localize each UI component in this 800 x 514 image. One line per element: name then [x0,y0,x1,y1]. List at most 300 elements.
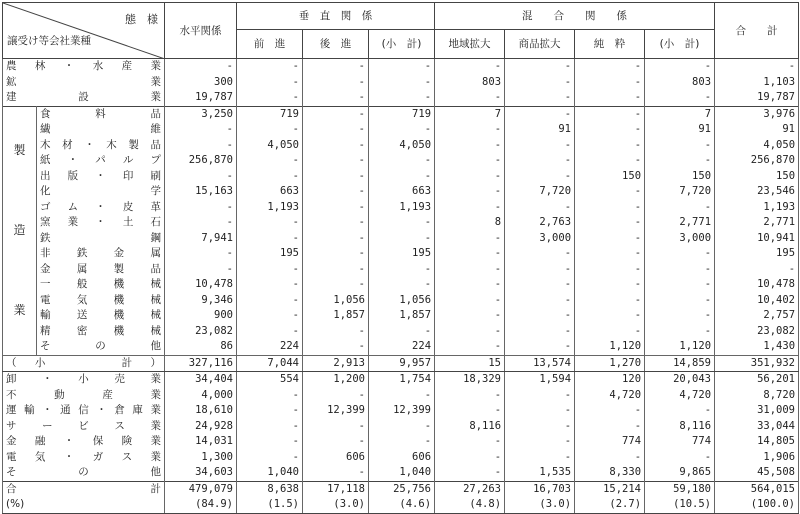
value-cell: - [303,339,369,355]
value-cell: - [505,75,575,91]
value-cell: 56,201 [715,372,799,388]
value-cell: 20,043 [645,372,715,388]
ma-statistics-table [2,2,799,514]
table-row [3,293,799,309]
total-row [3,481,799,497]
value-cell: (10.5) [645,497,715,513]
value-cell: - [575,450,645,466]
value-cell: - [505,434,575,450]
value-cell: 2,771 [645,215,715,231]
value-cell: 15,214 [575,481,645,497]
value-cell: - [645,262,715,278]
value-cell: - [369,262,435,278]
row-label: 鉄鋼 [37,231,165,247]
row-label: 卸・小売業 [3,372,165,388]
value-cell: - [575,59,645,75]
value-cell: 1,857 [369,308,435,324]
value-cell: 1,430 [715,339,799,355]
value-cell: 195 [715,246,799,262]
value-cell: 1,103 [715,75,799,91]
value-cell: - [505,246,575,262]
value-cell: - [369,388,435,404]
value-cell: (3.0) [303,497,369,513]
value-cell: - [237,215,303,231]
table-row [3,169,799,185]
value-cell: - [303,388,369,404]
value-cell: - [645,308,715,324]
value-cell: - [575,215,645,231]
value-cell: - [303,59,369,75]
value-cell: 14,031 [165,434,237,450]
table-row [3,388,799,404]
value-cell: 91 [715,122,799,138]
table-row [3,339,799,355]
value-cell: - [237,293,303,309]
value-cell: - [715,59,799,75]
value-cell: 2,763 [505,215,575,231]
value-cell: 1,120 [645,339,715,355]
value-cell: 1,754 [369,372,435,388]
value-cell: - [303,419,369,435]
value-cell: - [645,153,715,169]
value-cell: 3,250 [165,106,237,122]
row-label: 電気機械 [37,293,165,309]
value-cell: 1,040 [237,465,303,481]
value-cell: 1,270 [575,355,645,372]
value-cell: 1,193 [369,200,435,216]
value-cell: 34,404 [165,372,237,388]
value-cell: - [165,200,237,216]
value-cell: 23,082 [165,324,237,340]
value-cell: - [575,106,645,122]
value-cell: - [237,308,303,324]
value-cell: - [505,59,575,75]
table-row [3,184,799,200]
table-row [3,246,799,262]
row-label: 合計 [3,481,165,497]
value-cell: - [435,308,505,324]
value-cell: - [435,465,505,481]
table-row [3,75,799,91]
table-body [3,59,799,514]
table-row [3,372,799,388]
value-cell: - [435,246,505,262]
table-row [3,403,799,419]
value-cell: 1,200 [303,372,369,388]
value-cell: (100.0) [715,497,799,513]
value-cell: - [575,293,645,309]
table-row [3,106,799,122]
value-cell: - [435,231,505,247]
value-cell: - [575,277,645,293]
value-cell: 4,050 [369,138,435,154]
value-cell: 9,346 [165,293,237,309]
header-mixed-subtotal: (小 計) [645,30,715,59]
row-label: 化学 [37,184,165,200]
table-row [3,122,799,138]
row-label: （小 計） [3,355,165,372]
value-cell: 150 [645,169,715,185]
value-cell: - [303,75,369,91]
row-label: 紙・パルプ [37,153,165,169]
value-cell: 86 [165,339,237,355]
table-row [3,465,799,481]
value-cell: 195 [237,246,303,262]
value-cell: 8,720 [715,388,799,404]
value-cell: 10,402 [715,293,799,309]
value-cell: 224 [237,339,303,355]
table-row [3,419,799,435]
value-cell: - [303,200,369,216]
group-char: 造 [13,222,26,237]
value-cell: - [303,106,369,122]
value-cell: 1,040 [369,465,435,481]
row-label: 農林・水産業 [3,59,165,75]
value-cell: - [575,75,645,91]
value-cell: 1,193 [237,200,303,216]
value-cell: 15 [435,355,505,372]
row-label: その他 [3,465,165,481]
value-cell: - [303,277,369,293]
value-cell: - [303,465,369,481]
value-cell: - [435,293,505,309]
value-cell: 31,009 [715,403,799,419]
value-cell: 4,720 [645,388,715,404]
row-label: 木材・木製品 [37,138,165,154]
value-cell: - [505,262,575,278]
value-cell: - [237,153,303,169]
value-cell: - [435,122,505,138]
value-cell: - [715,262,799,278]
row-label: 窯業・土石 [37,215,165,231]
value-cell: - [435,59,505,75]
value-cell: - [435,262,505,278]
group-char: 業 [13,302,26,317]
value-cell: - [165,215,237,231]
value-cell: 1,300 [165,450,237,466]
header-product: 商品拡大 [505,30,575,59]
header-forward: 前 進 [237,30,303,59]
value-cell: 7,941 [165,231,237,247]
value-cell: - [303,122,369,138]
value-cell: 900 [165,308,237,324]
row-label: 運輸・通信・倉庫業 [3,403,165,419]
header-mixed: 混 合 関 係 [435,3,715,30]
value-cell: 17,118 [303,481,369,497]
value-cell: 27,263 [435,481,505,497]
value-cell: - [369,434,435,450]
value-cell: - [575,122,645,138]
table-row [3,138,799,154]
value-cell: - [435,200,505,216]
row-label: 食料品 [37,106,165,122]
value-cell: 18,610 [165,403,237,419]
value-cell: - [303,262,369,278]
value-cell: - [369,231,435,247]
value-cell: - [575,153,645,169]
value-cell: 606 [369,450,435,466]
value-cell: - [435,339,505,355]
table-row [3,308,799,324]
value-cell: 2,771 [715,215,799,231]
value-cell: - [165,169,237,185]
value-cell: - [237,169,303,185]
value-cell: 564,015 [715,481,799,497]
manufacturing-group-label [3,106,37,355]
value-cell: 150 [715,169,799,185]
value-cell: 4,050 [237,138,303,154]
value-cell: - [505,293,575,309]
value-cell: - [435,184,505,200]
row-label: 非鉄金属 [37,246,165,262]
row-label: 精密機械 [37,324,165,340]
value-cell: (1.5) [237,497,303,513]
value-cell: - [435,153,505,169]
value-cell: - [303,153,369,169]
value-cell: - [505,138,575,154]
row-label: 不動産業 [3,388,165,404]
value-cell: - [303,90,369,106]
value-cell: - [369,277,435,293]
row-label: ゴム・皮革 [37,200,165,216]
value-cell: - [505,153,575,169]
value-cell: (4.6) [369,497,435,513]
value-cell: - [575,308,645,324]
value-cell: (3.0) [505,497,575,513]
value-cell: 23,546 [715,184,799,200]
value-cell: 13,574 [505,355,575,372]
value-cell: 3,000 [505,231,575,247]
table-row [3,215,799,231]
value-cell: - [369,324,435,340]
value-cell: 8 [435,215,505,231]
value-cell: 8,116 [435,419,505,435]
value-cell: - [369,153,435,169]
value-cell: - [645,324,715,340]
value-cell: 2,913 [303,355,369,372]
value-cell: - [645,200,715,216]
row-label: 輸送機械 [37,308,165,324]
header-total: 合 計 [715,3,799,59]
value-cell: 18,329 [435,372,505,388]
value-cell: - [237,59,303,75]
value-cell: - [505,90,575,106]
value-cell: - [303,215,369,231]
row-label: 繊維 [37,122,165,138]
value-cell: - [575,246,645,262]
value-cell: - [165,262,237,278]
value-cell: 1,857 [303,308,369,324]
value-cell: 23,082 [715,324,799,340]
value-cell: - [237,450,303,466]
value-cell: 803 [435,75,505,91]
value-cell: 7,044 [237,355,303,372]
value-cell: 8,638 [237,481,303,497]
table-row [3,277,799,293]
value-cell: - [575,231,645,247]
value-cell: 14,805 [715,434,799,450]
table-row [3,59,799,75]
value-cell: 91 [505,122,575,138]
value-cell: - [435,277,505,293]
value-cell: 719 [369,106,435,122]
value-cell: - [303,324,369,340]
value-cell: 14,859 [645,355,715,372]
value-cell: - [505,419,575,435]
value-cell: - [237,75,303,91]
header-vertical: 垂 直 関 係 [237,3,435,30]
value-cell: 12,399 [369,403,435,419]
value-cell: 1,535 [505,465,575,481]
value-cell: 256,870 [715,153,799,169]
value-cell: 224 [369,339,435,355]
value-cell: - [237,90,303,106]
value-cell: 7 [645,106,715,122]
value-cell: - [505,324,575,340]
value-cell: 150 [575,169,645,185]
value-cell: - [369,59,435,75]
value-cell: 195 [369,246,435,262]
value-cell: - [505,403,575,419]
value-cell: - [237,419,303,435]
value-cell: - [575,90,645,106]
value-cell: 12,399 [303,403,369,419]
value-cell: - [645,403,715,419]
value-cell: - [303,231,369,247]
value-cell: 19,787 [715,90,799,106]
value-cell: - [237,434,303,450]
row-label: 建設業 [3,90,165,106]
value-cell: 45,508 [715,465,799,481]
value-cell: 351,932 [715,355,799,372]
table-row [3,324,799,340]
value-cell: 2,757 [715,308,799,324]
value-cell: - [645,138,715,154]
value-cell: - [505,106,575,122]
value-cell: 1,120 [575,339,645,355]
table-row [3,200,799,216]
value-cell: - [303,138,369,154]
value-cell: 34,603 [165,465,237,481]
value-cell: - [435,434,505,450]
value-cell: 1,594 [505,372,575,388]
value-cell: 774 [645,434,715,450]
value-cell: - [165,138,237,154]
value-cell: 1,056 [369,293,435,309]
corner-bottom-label: 譲受け等会社業種 [7,35,91,47]
table-row [3,450,799,466]
value-cell: - [505,200,575,216]
value-cell: 10,478 [165,277,237,293]
value-cell: - [645,450,715,466]
value-cell: 7,720 [645,184,715,200]
value-cell: - [435,169,505,185]
value-cell: - [369,215,435,231]
value-cell: 25,756 [369,481,435,497]
value-cell: - [575,324,645,340]
corner-top-label: 態 様 [125,13,158,26]
value-cell: - [237,388,303,404]
value-cell: 10,941 [715,231,799,247]
value-cell: 803 [645,75,715,91]
value-cell: 3,976 [715,106,799,122]
row-label: 金属製品 [37,262,165,278]
row-label: 一般機械 [37,277,165,293]
value-cell: - [435,138,505,154]
value-cell: - [369,75,435,91]
value-cell: - [369,122,435,138]
group-char: 製 [13,142,26,157]
value-cell: 1,056 [303,293,369,309]
value-cell: - [435,324,505,340]
value-cell: - [575,403,645,419]
value-cell: 16,703 [505,481,575,497]
value-cell: 8,116 [645,419,715,435]
header-vertical-subtotal: (小 計) [369,30,435,59]
value-cell: 91 [645,122,715,138]
value-cell: (84.9) [165,497,237,513]
value-cell: 3,000 [645,231,715,247]
value-cell: - [237,231,303,247]
value-cell: - [505,339,575,355]
value-cell: - [165,59,237,75]
row-label: 出版・印刷 [37,169,165,185]
value-cell: 256,870 [165,153,237,169]
value-cell: 300 [165,75,237,91]
value-cell: 7 [435,106,505,122]
value-cell: - [237,324,303,340]
value-cell: - [505,450,575,466]
header-backward: 後 進 [303,30,369,59]
table-row [3,90,799,106]
value-cell: 19,787 [165,90,237,106]
value-cell: 9,957 [369,355,435,372]
header-pure: 純 粋 [575,30,645,59]
value-cell: - [645,246,715,262]
value-cell: - [435,388,505,404]
value-cell: 1,193 [715,200,799,216]
value-cell: 24,928 [165,419,237,435]
value-cell: - [575,262,645,278]
value-cell: - [435,450,505,466]
value-cell: - [435,90,505,106]
value-cell: - [645,90,715,106]
value-cell: 4,050 [715,138,799,154]
value-cell: 663 [237,184,303,200]
value-cell: 4,720 [575,388,645,404]
value-cell: - [645,293,715,309]
row-label: 金融・保険業 [3,434,165,450]
value-cell: 1,906 [715,450,799,466]
value-cell: 33,044 [715,419,799,435]
table-row [3,434,799,450]
value-cell: 663 [369,184,435,200]
value-cell: - [575,138,645,154]
value-cell: 4,000 [165,388,237,404]
value-cell: - [237,122,303,138]
corner-header-cell [3,3,165,59]
value-cell: - [575,419,645,435]
value-cell: - [303,169,369,185]
value-cell: (4.8) [435,497,505,513]
value-cell: - [645,277,715,293]
value-cell: - [165,246,237,262]
header-horizontal: 水平関係 [165,3,237,59]
value-cell: - [505,308,575,324]
value-cell: 10,478 [715,277,799,293]
header-regional: 地域拡大 [435,30,505,59]
value-cell: 9,865 [645,465,715,481]
